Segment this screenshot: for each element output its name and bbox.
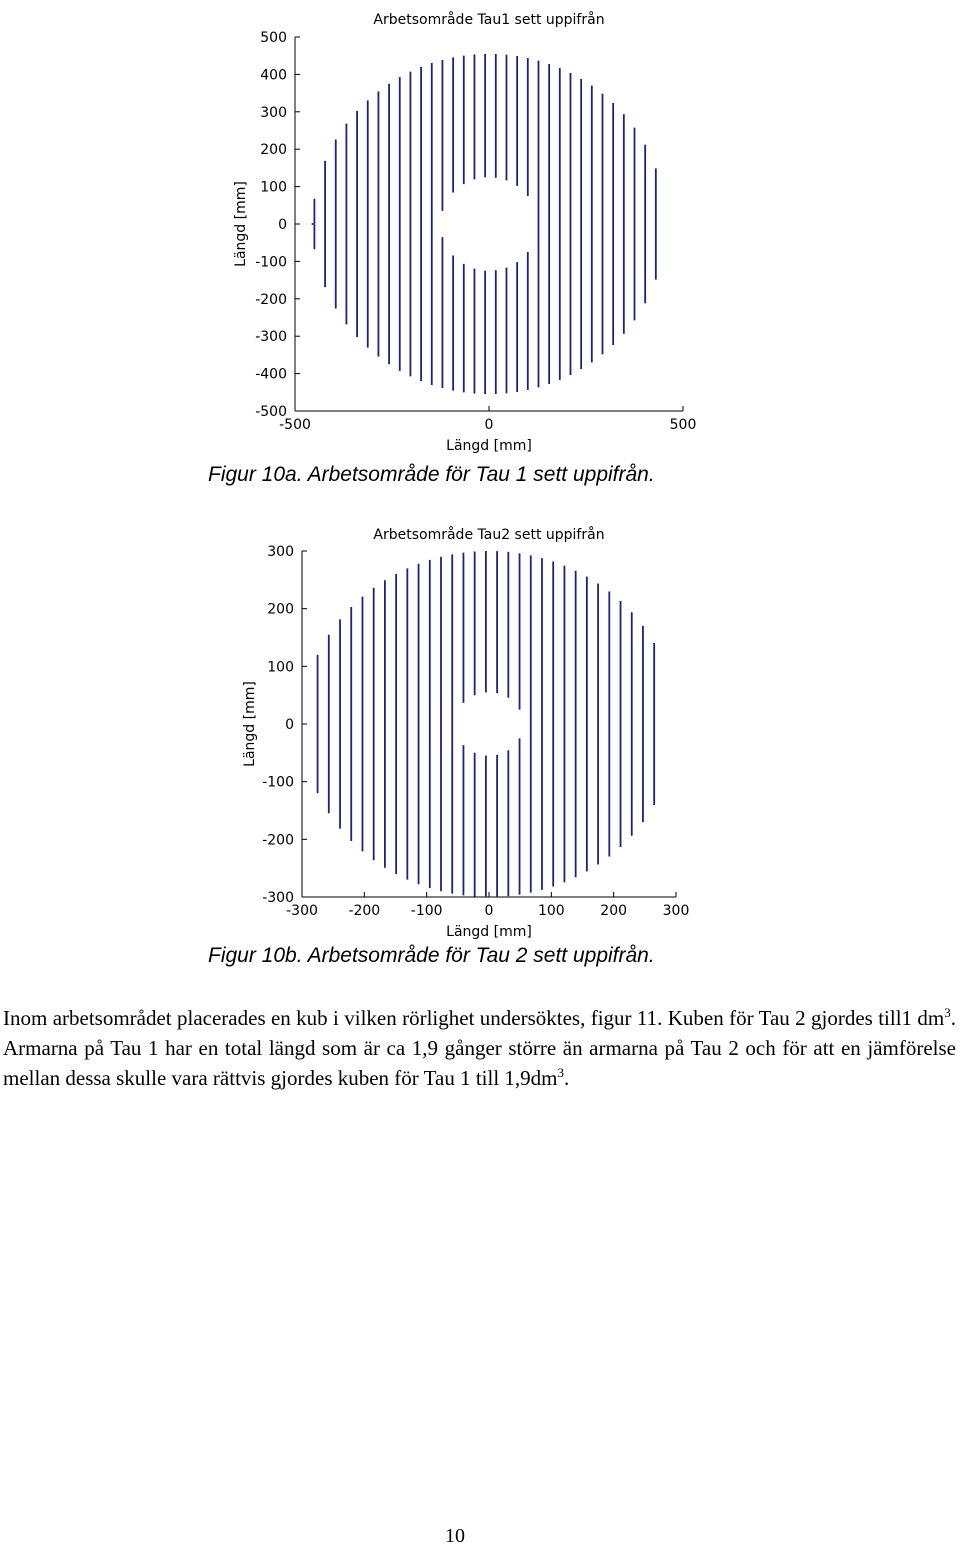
workspace-point [311, 223, 313, 225]
figure-10b-plot [0, 520, 960, 945]
x-tick-label: -200 [348, 903, 381, 919]
y-tick-label: 200 [267, 601, 294, 618]
y-tick-label: 300 [260, 104, 287, 121]
y-tick-label: -500 [255, 404, 287, 420]
body-text-part3: . [564, 1066, 570, 1090]
y-axis-label: Längd [mm] [242, 681, 258, 767]
tau1-workspace-chart [0, 0, 960, 460]
y-tick-label: 0 [278, 217, 287, 233]
y-tick-label: -100 [262, 774, 294, 791]
body-text-part2: . Armarna på Tau 1 har en total längd som är ca 1,9 gånger större än armarna på Tau 2 och för att en jämförelse mellan dessa skulle vara rättvis gjordes kuben för Tau 1 till 1,9dm [3, 1006, 956, 1090]
y-axis-label: Längd [mm] [233, 181, 249, 267]
chart-title: Arbetsområde Tau1 sett uppifrån [373, 12, 605, 28]
y-tick-label: -300 [255, 329, 287, 346]
y-tick-label: 500 [260, 30, 287, 46]
x-axis-label: Längd [mm] [446, 924, 532, 940]
superscript-1: 3 [944, 1005, 951, 1020]
x-tick-label: -100 [410, 903, 443, 919]
figure-10b-caption: Figur 10b. Arbetsområde för Tau 2 sett uppifrån. [208, 944, 655, 967]
y-tick-label: 100 [260, 179, 287, 196]
x-tick-label: 0 [484, 903, 494, 919]
y-tick-label: -200 [255, 291, 287, 308]
figure-10a-caption: Figur 10a. Arbetsområde för Tau 1 sett uppifrån. [208, 463, 655, 486]
y-tick-label: 0 [285, 717, 294, 733]
x-tick-label: 200 [600, 903, 628, 919]
y-tick-label: -300 [262, 890, 294, 906]
x-tick-label: 100 [537, 903, 565, 919]
page-number: 10 [445, 1525, 465, 1547]
y-tick-label: -400 [255, 366, 287, 383]
superscript-2: 3 [557, 1065, 565, 1080]
y-tick-label: 100 [267, 659, 294, 676]
y-tick-label: 400 [260, 67, 287, 84]
y-tick-label: -100 [255, 254, 287, 271]
y-tick-label: 200 [260, 142, 287, 159]
y-tick-label: 300 [267, 544, 294, 560]
x-tick-label: 500 [669, 417, 697, 433]
body-paragraph [3, 1003, 956, 1093]
x-tick-label: 300 [662, 903, 690, 919]
y-tick-label: -200 [262, 832, 294, 849]
x-axis-label: Längd [mm] [446, 438, 532, 454]
x-tick-label: -500 [279, 417, 311, 433]
body-text-part1: Inom arbetsområdet placerades en kub i vilken rörlighet undersöktes, figur 11. Kuben för Tau 2 gjordes till1 dm [3, 1006, 945, 1030]
x-tick-label: 0 [484, 417, 494, 433]
tau2-workspace-chart [0, 520, 960, 945]
x-tick-label: -300 [286, 903, 318, 919]
figure-10a-plot [0, 0, 960, 460]
chart-title: Arbetsområde Tau2 sett uppifrån [373, 527, 605, 543]
